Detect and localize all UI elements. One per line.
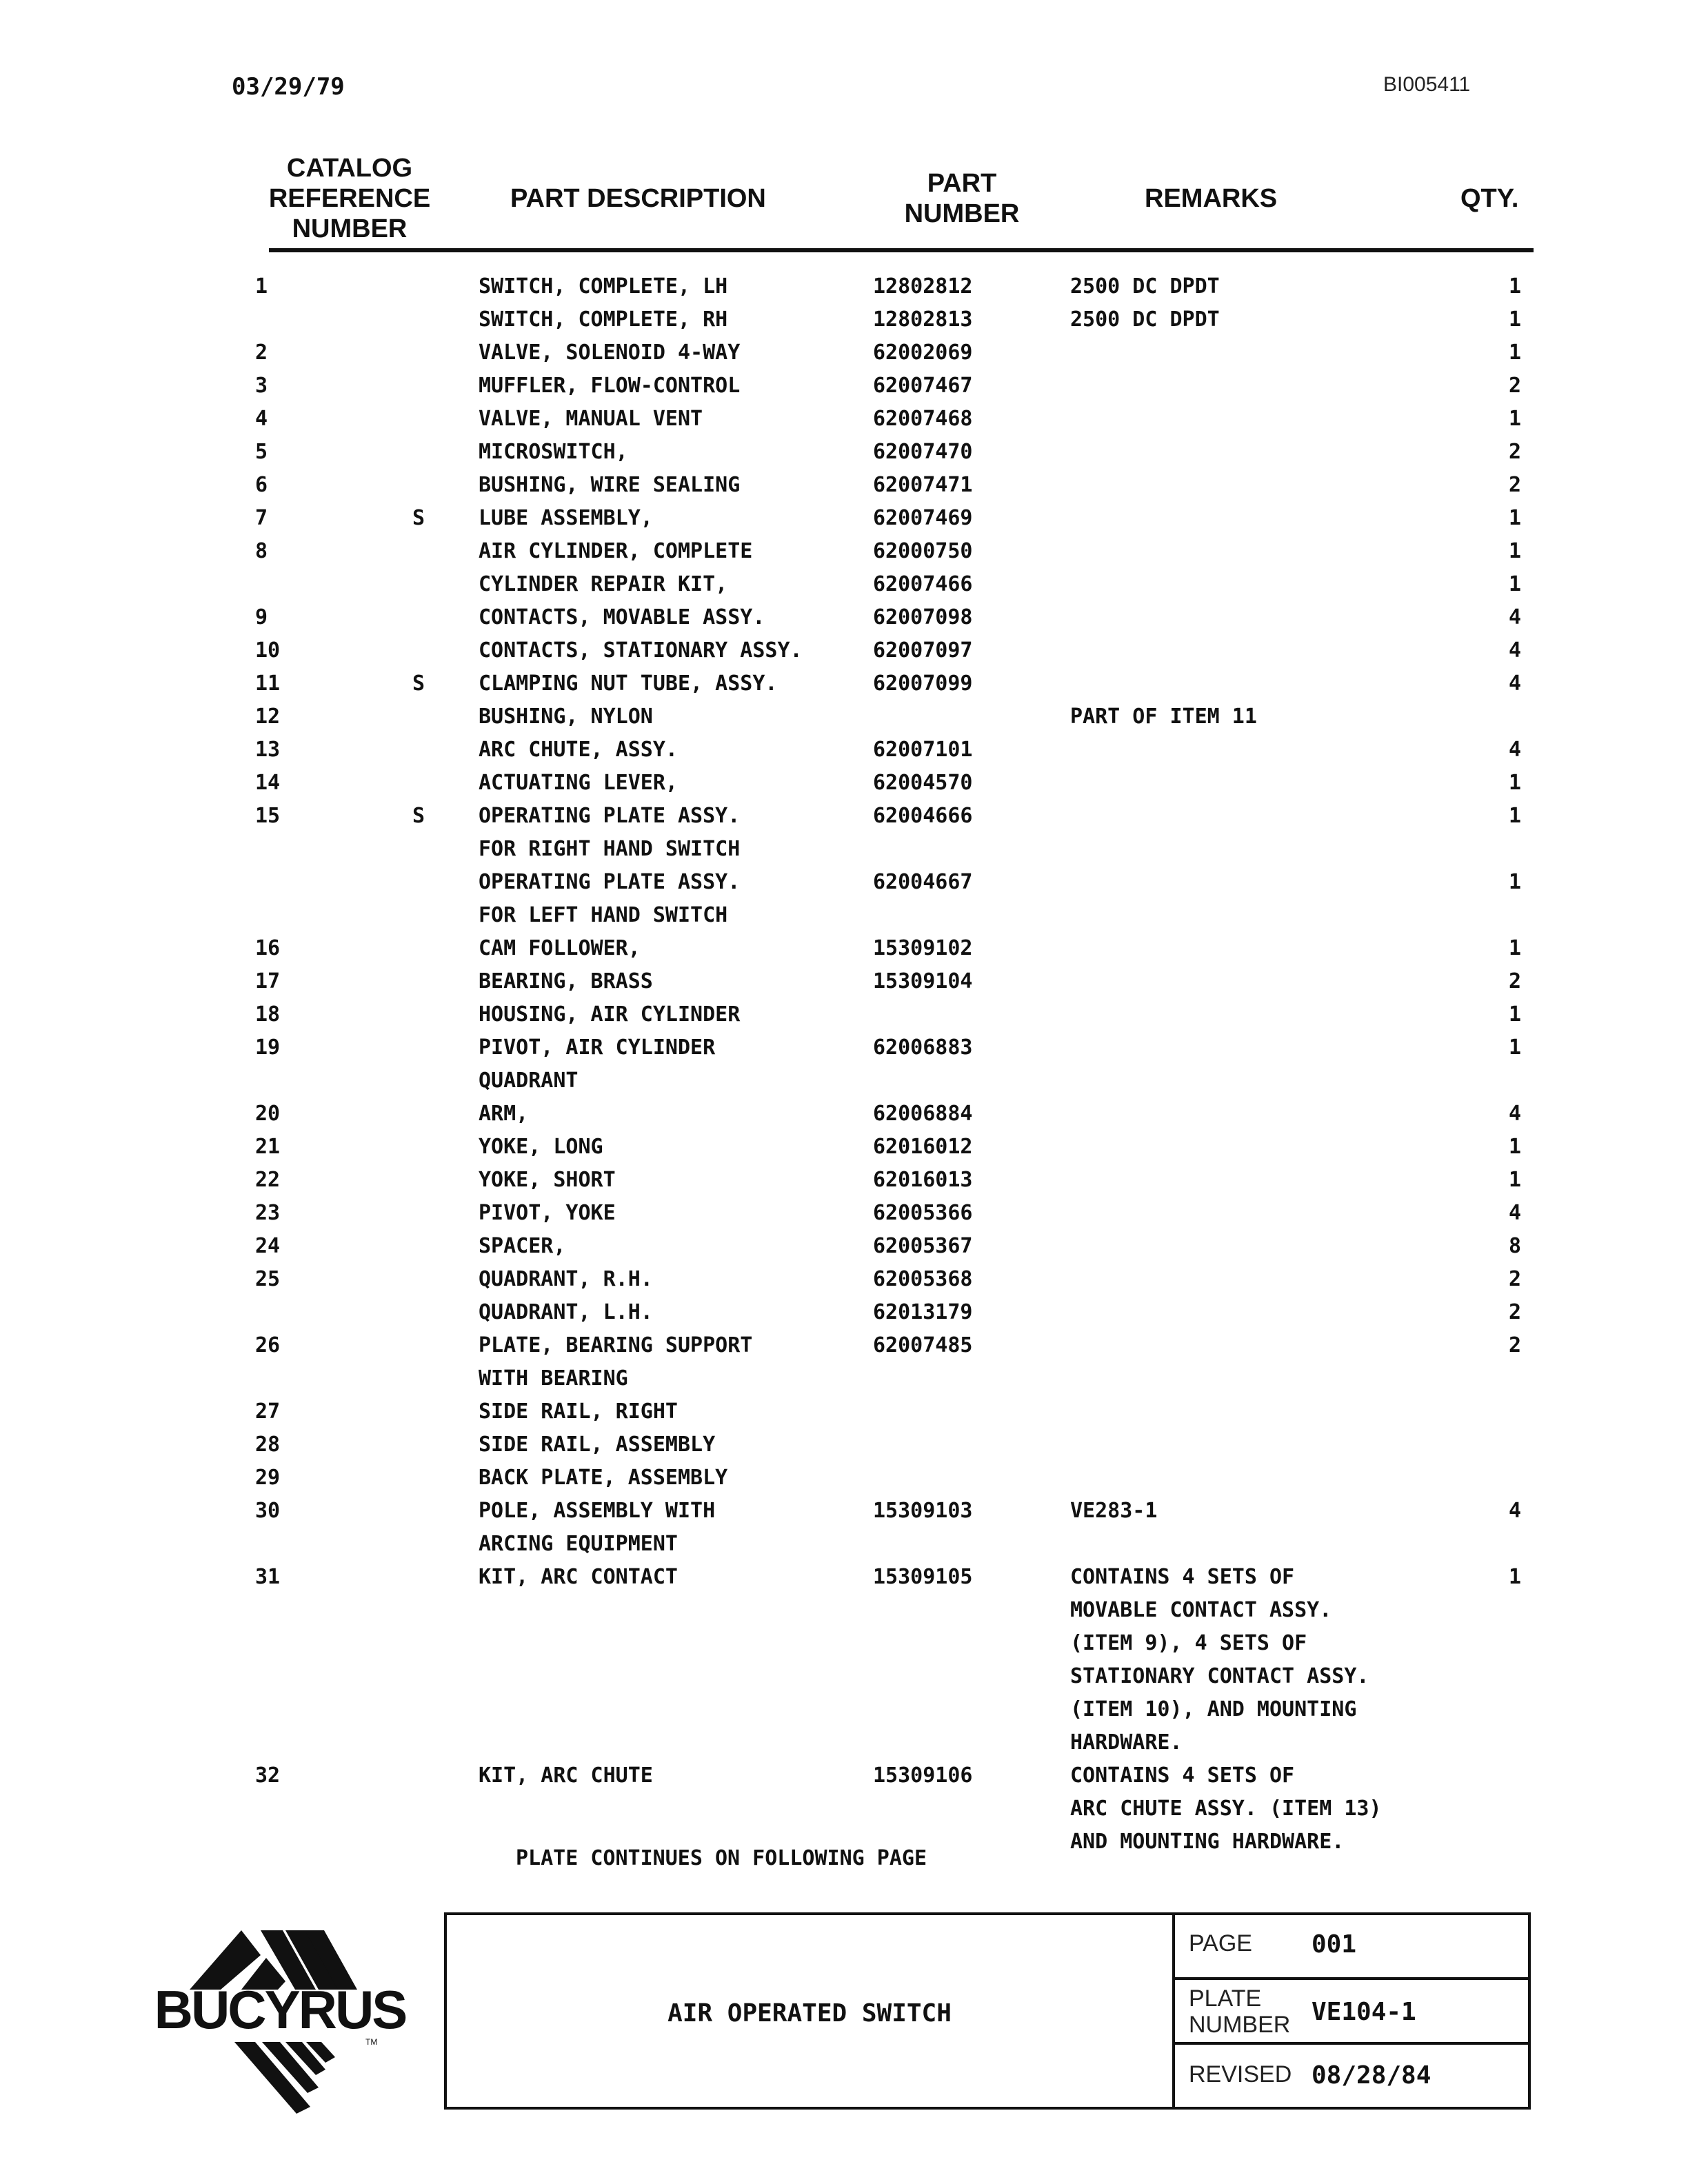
part-number-cell: 15309106 [873, 1763, 973, 1788]
description-cell: PIVOT, AIR CYLINDER [479, 1035, 716, 1060]
catalog-ref-cell: 13 [255, 738, 281, 762]
table-row [0, 965, 1688, 998]
catalog-ref-cell: 27 [255, 1399, 281, 1424]
part-number-cell: 62004570 [873, 771, 973, 795]
info-divider [1175, 1977, 1531, 1980]
description-cell: CYLINDER REPAIR KIT, [479, 572, 728, 596]
description-cell: ARM, [479, 1102, 529, 1126]
plate-label-line: PLATE [1189, 1985, 1262, 2012]
table-row [0, 303, 1688, 336]
description-cell: LUBE ASSEMBLY, [479, 506, 653, 530]
qty-cell: 8 [1508, 1234, 1521, 1258]
catalog-ref-cell: 29 [255, 1466, 281, 1490]
description-cell: HOUSING, AIR CYLINDER [479, 1002, 741, 1027]
description-cell: WITH BEARING [479, 1366, 628, 1391]
catalog-ref-cell: 7 [255, 506, 268, 530]
remarks-cell: (ITEM 9), 4 SETS OF [1070, 1631, 1307, 1655]
description-cell: PIVOT, YOKE [479, 1201, 616, 1225]
table-row [0, 1197, 1688, 1230]
column-header-catalog-reference [257, 153, 443, 244]
table-row [0, 767, 1688, 800]
table-row [0, 1098, 1688, 1131]
description-cell: SPACER, [479, 1234, 566, 1258]
table-row [0, 1726, 1688, 1759]
remarks-cell: HARDWARE. [1070, 1730, 1183, 1755]
plate-number-value: VE104-1 [1312, 1998, 1416, 2026]
part-number-cell: 12802813 [873, 307, 973, 332]
table-row [0, 1495, 1688, 1528]
part-number-cell: 62000750 [873, 539, 973, 563]
description-cell: CLAMPING NUT TUBE, ASSY. [479, 671, 778, 696]
part-number-cell: 15309104 [873, 969, 973, 993]
description-cell: QUADRANT [479, 1069, 579, 1093]
part-number-cell: 62007098 [873, 605, 973, 629]
table-row [0, 866, 1688, 899]
parts-table [0, 270, 1688, 1859]
continues-note: PLATE CONTINUES ON FOLLOWING PAGE [516, 1846, 927, 1870]
part-number-cell: 62007468 [873, 407, 973, 431]
table-row [0, 899, 1688, 932]
table-row [0, 403, 1688, 436]
table-row [0, 998, 1688, 1031]
table-row [0, 1528, 1688, 1561]
part-number-cell: 62016013 [873, 1168, 973, 1192]
remarks-cell: 2500 DC DPDT [1070, 274, 1220, 299]
description-cell: VALVE, SOLENOID 4-WAY [479, 341, 741, 365]
remarks-cell: STATIONARY CONTACT ASSY. [1070, 1664, 1369, 1688]
part-number-cell: 62004667 [873, 870, 973, 894]
table-row [0, 667, 1688, 700]
catalog-ref-cell: 24 [255, 1234, 281, 1258]
qty-cell: 4 [1508, 738, 1521, 762]
table-row [0, 568, 1688, 601]
remarks-cell: CONTAINS 4 SETS OF [1070, 1565, 1295, 1589]
catalog-ref-cell: 16 [255, 936, 281, 960]
revised-label: REVISED [1189, 2061, 1292, 2087]
qty-cell: 1 [1508, 539, 1521, 563]
qty-cell: 1 [1508, 341, 1521, 365]
qty-cell: 1 [1508, 1565, 1521, 1589]
catalog-ref-cell: 21 [255, 1135, 281, 1159]
qty-cell: 2 [1508, 1333, 1521, 1357]
description-cell: MICROSWITCH, [479, 440, 628, 464]
qty-cell: 1 [1508, 506, 1521, 530]
column-header-line: PART [927, 169, 997, 198]
qty-cell: 1 [1508, 771, 1521, 795]
remarks-cell: VE283-1 [1070, 1499, 1158, 1523]
table-row [0, 336, 1688, 370]
catalog-ref-cell: 14 [255, 771, 281, 795]
catalog-ref-cell: 4 [255, 407, 268, 431]
description-cell: KIT, ARC CHUTE [479, 1763, 653, 1788]
remarks-cell: 2500 DC DPDT [1070, 307, 1220, 332]
description-cell: FOR RIGHT HAND SWITCH [479, 837, 741, 861]
description-cell: QUADRANT, R.H. [479, 1267, 653, 1291]
part-number-cell: 15309102 [873, 936, 973, 960]
catalog-ref-cell: 18 [255, 1002, 281, 1027]
qty-cell: 1 [1508, 1035, 1521, 1060]
info-divider [1175, 2042, 1531, 2045]
column-header-line: NUMBER [904, 199, 1020, 228]
table-row [0, 1362, 1688, 1395]
qty-cell: 1 [1508, 1002, 1521, 1027]
table-row [0, 1263, 1688, 1296]
table-row [0, 1329, 1688, 1362]
part-number-cell: 62005366 [873, 1201, 973, 1225]
description-cell: QUADRANT, L.H. [479, 1300, 653, 1324]
document-date: 03/29/79 [232, 73, 345, 101]
catalog-ref-cell: 25 [255, 1267, 281, 1291]
table-row [0, 1131, 1688, 1164]
bucyrus-logo [138, 1923, 428, 2116]
qty-cell: 4 [1508, 1499, 1521, 1523]
table-row [0, 800, 1688, 833]
description-cell: SIDE RAIL, ASSEMBLY [479, 1433, 716, 1457]
logo-wordmark: BUCYRUS [154, 1979, 406, 2040]
description-cell: ACTUATING LEVER, [479, 771, 678, 795]
qty-cell: 2 [1508, 374, 1521, 398]
description-cell: OPERATING PLATE ASSY. [479, 804, 741, 828]
table-row [0, 1395, 1688, 1428]
table-row [0, 469, 1688, 502]
description-cell: ARC CHUTE, ASSY. [479, 738, 678, 762]
table-row [0, 932, 1688, 965]
column-header-remarks: REMARKS [1145, 184, 1278, 213]
qty-cell: 2 [1508, 1300, 1521, 1324]
catalog-ref-cell: 6 [255, 473, 268, 497]
description-cell: YOKE, SHORT [479, 1168, 616, 1192]
part-number-cell: 62005368 [873, 1267, 973, 1291]
catalog-ref-cell: 12 [255, 705, 281, 729]
table-row [0, 634, 1688, 667]
part-number-cell: 62006884 [873, 1102, 973, 1126]
description-cell: CONTACTS, STATIONARY ASSY. [479, 638, 803, 663]
catalog-ref-cell: 5 [255, 440, 268, 464]
table-row [0, 1627, 1688, 1660]
table-row [0, 1660, 1688, 1693]
qty-cell: 4 [1508, 638, 1521, 663]
plate-title: AIR OPERATED SWITCH [667, 1999, 952, 2028]
catalog-ref-cell: 30 [255, 1499, 281, 1523]
page-label: PAGE [1189, 1930, 1252, 1957]
description-cell: OPERATING PLATE ASSY. [479, 870, 741, 894]
part-number-cell: 62007466 [873, 572, 973, 596]
table-row [0, 1296, 1688, 1329]
qty-cell: 1 [1508, 1168, 1521, 1192]
description-cell: ARCING EQUIPMENT [479, 1532, 678, 1556]
revised-value: 08/28/84 [1312, 2061, 1431, 2090]
part-number-cell: 62007097 [873, 638, 973, 663]
part-number-cell: 62004666 [873, 804, 973, 828]
part-number-cell: 62007467 [873, 374, 973, 398]
description-cell: AIR CYLINDER, COMPLETE [479, 539, 753, 563]
qty-cell: 2 [1508, 473, 1521, 497]
description-cell: CONTACTS, MOVABLE ASSY. [479, 605, 765, 629]
description-cell: BACK PLATE, ASSEMBLY [479, 1466, 728, 1490]
table-row [0, 1594, 1688, 1627]
table-row [0, 1230, 1688, 1263]
description-cell: BUSHING, NYLON [479, 705, 653, 729]
description-cell: SIDE RAIL, RIGHT [479, 1399, 678, 1424]
table-row [0, 700, 1688, 734]
part-number-cell: 62013179 [873, 1300, 973, 1324]
qty-cell: 1 [1508, 274, 1521, 299]
column-header-line: CATALOG [286, 154, 413, 183]
part-number-cell: 62005367 [873, 1234, 973, 1258]
table-row [0, 1428, 1688, 1462]
table-row [0, 436, 1688, 469]
remarks-cell: AND MOUNTING HARDWARE. [1070, 1830, 1345, 1854]
plate-number-label [1189, 1985, 1290, 2038]
qty-cell: 4 [1508, 605, 1521, 629]
description-cell: BEARING, BRASS [479, 969, 653, 993]
qty-cell: 1 [1508, 1135, 1521, 1159]
column-header-part-number [876, 168, 1048, 229]
plate-label-line: NUMBER [1189, 2012, 1291, 2038]
description-cell: MUFFLER, FLOW-CONTROL [479, 374, 741, 398]
qty-cell: 4 [1508, 1201, 1521, 1225]
part-number-cell: 15309103 [873, 1499, 973, 1523]
qty-cell: 1 [1508, 870, 1521, 894]
part-number-cell: 62007101 [873, 738, 973, 762]
catalog-ref-cell: 1 [255, 274, 268, 299]
remarks-cell: PART OF ITEM 11 [1070, 705, 1257, 729]
catalog-ref-cell: 20 [255, 1102, 281, 1126]
part-number-cell: 62007469 [873, 506, 973, 530]
catalog-ref-cell: 10 [255, 638, 281, 663]
table-row [0, 1031, 1688, 1064]
catalog-ref-cell: 28 [255, 1433, 281, 1457]
catalog-ref-cell: 31 [255, 1565, 281, 1589]
description-cell: SWITCH, COMPLETE, RH [479, 307, 728, 332]
qty-cell: 1 [1508, 407, 1521, 431]
catalog-ref-cell: 2 [255, 341, 268, 365]
part-number-cell: 15309105 [873, 1565, 973, 1589]
table-row [0, 1164, 1688, 1197]
catalog-ref-cell: 8 [255, 539, 268, 563]
qty-cell: 2 [1508, 440, 1521, 464]
table-row [0, 1462, 1688, 1495]
column-header-qty: QTY. [1460, 184, 1519, 213]
part-number-cell: 62006883 [873, 1035, 973, 1060]
part-number-cell: 62002069 [873, 341, 973, 365]
table-row [0, 535, 1688, 568]
remarks-cell: (ITEM 10), AND MOUNTING [1070, 1697, 1357, 1721]
description-cell: SWITCH, COMPLETE, LH [479, 274, 728, 299]
catalog-ref-cell: 26 [255, 1333, 281, 1357]
catalog-ref-cell: 3 [255, 374, 268, 398]
title-block-divider [1172, 1912, 1175, 2110]
table-row [0, 833, 1688, 866]
part-number-cell: 62007471 [873, 473, 973, 497]
qty-cell: 1 [1508, 572, 1521, 596]
qty-cell: 1 [1508, 804, 1521, 828]
part-number-cell: 62016012 [873, 1135, 973, 1159]
logo-trademark: TM [365, 2037, 378, 2047]
column-header-line: NUMBER [292, 214, 408, 243]
table-row [0, 734, 1688, 767]
remarks-cell: ARC CHUTE ASSY. (ITEM 13) [1070, 1797, 1382, 1821]
part-number-cell: 62007099 [873, 671, 973, 696]
catalog-ref-cell: 32 [255, 1763, 281, 1788]
part-number-cell: 12802812 [873, 274, 973, 299]
qty-cell: 2 [1508, 1267, 1521, 1291]
qty-cell: 2 [1508, 969, 1521, 993]
qty-cell: 4 [1508, 671, 1521, 696]
table-row [0, 1759, 1688, 1792]
description-cell: BUSHING, WIRE SEALING [479, 473, 741, 497]
table-row [0, 270, 1688, 303]
catalog-ref-cell: 15 [255, 804, 281, 828]
header-rule [269, 248, 1534, 252]
spare-flag-cell: S [412, 671, 425, 696]
column-header-part-description: PART DESCRIPTION [510, 184, 766, 213]
table-row [0, 502, 1688, 535]
column-header-line: REFERENCE [268, 184, 431, 213]
table-row [0, 1561, 1688, 1594]
spare-flag-cell: S [412, 804, 425, 828]
page-value: 001 [1312, 1930, 1357, 1959]
part-number-cell: 62007470 [873, 440, 973, 464]
qty-cell: 1 [1508, 936, 1521, 960]
description-cell: KIT, ARC CONTACT [479, 1565, 678, 1589]
description-cell: YOKE, LONG [479, 1135, 603, 1159]
description-cell: VALVE, MANUAL VENT [479, 407, 703, 431]
description-cell: PLATE, BEARING SUPPORT [479, 1333, 753, 1357]
description-cell: CAM FOLLOWER, [479, 936, 641, 960]
catalog-ref-cell: 23 [255, 1201, 281, 1225]
remarks-cell: CONTAINS 4 SETS OF [1070, 1763, 1295, 1788]
spare-flag-cell: S [412, 506, 425, 530]
table-row [0, 1792, 1688, 1826]
catalog-ref-cell: 17 [255, 969, 281, 993]
catalog-ref-cell: 11 [255, 671, 281, 696]
table-row [0, 1064, 1688, 1098]
description-cell: FOR LEFT HAND SWITCH [479, 903, 728, 927]
remarks-cell: MOVABLE CONTACT ASSY. [1070, 1598, 1332, 1622]
table-row [0, 601, 1688, 634]
table-row [0, 1693, 1688, 1726]
catalog-ref-cell: 19 [255, 1035, 281, 1060]
qty-cell: 1 [1508, 307, 1521, 332]
description-cell: POLE, ASSEMBLY WITH [479, 1499, 716, 1523]
qty-cell: 4 [1508, 1102, 1521, 1126]
document-id: BI005411 [1383, 73, 1471, 96]
catalog-ref-cell: 22 [255, 1168, 281, 1192]
table-row [0, 370, 1688, 403]
part-number-cell: 62007485 [873, 1333, 973, 1357]
catalog-ref-cell: 9 [255, 605, 268, 629]
